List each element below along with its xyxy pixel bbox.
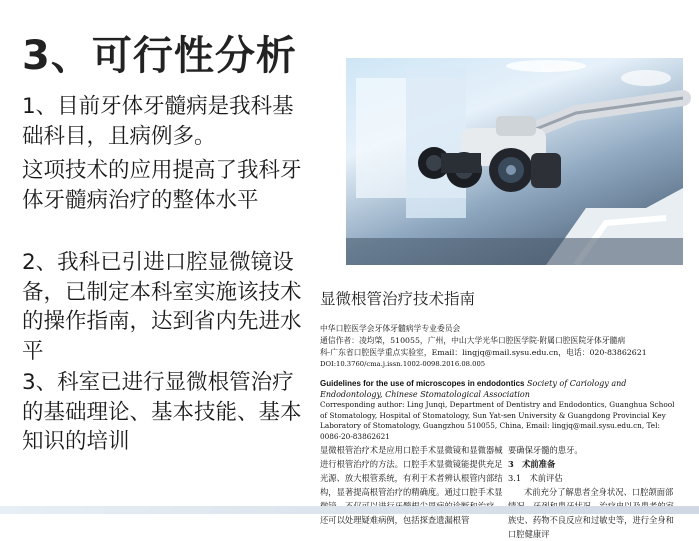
article-section-heading: 3 术前准备	[508, 459, 556, 469]
article-body-right	[508, 443, 680, 541]
article-subsection-heading: 3.1 术前评估	[508, 473, 563, 483]
article-author-line-1: 通信作者：凌均棨，510055，广州，中山大学光华口腔医学院·附属口腔医院牙体牙髓病	[320, 336, 626, 345]
article-english-header	[320, 378, 680, 442]
paragraph-3-text: 2、我科已引进口腔显微镜设备，已制定本科室实施该技术的操作指南，达到省内先进水平	[22, 250, 302, 364]
article-doi: DOI:10.3760/cma.j.issn.1002-0098.2016.08.005	[320, 360, 486, 368]
paragraph-3	[22, 248, 307, 366]
article-body-left: 显微根管治疗术是应用口腔手术显微镜和显微器械进行根管治疗的方法。口腔手术显微镜能提供充足光源、放大根管系统，有利于术者辨认根管内部结构，显著提高根管治疗的精确度。通过口腔手术显 还可以处理疑难病例，包括探查遗漏根管	[320, 445, 503, 525]
guideline-article-image	[303, 271, 681, 539]
paragraph-2	[22, 156, 307, 215]
paragraph-1	[22, 92, 307, 151]
article-english-society: Society of Cariology and Endodontology, Chinese Stomatological Association	[320, 379, 627, 399]
paragraph-1-text: 1、目前牙体牙髓病是我科基础科目，且病例多。	[22, 94, 294, 149]
article-english-meta: Corresponding author: Ling Junqi, Department of Dentistry and Endodontics, Guanghua School of Stomatology, Hospital of Stomatology, Sun Yat-sen University & Guangdong Provincial Key Laboratory of Stomatology, Guangzhou 510055, China, Email: lingjq@mail.sysu.edu.cn, Tel: 0086-20-83862621	[320, 400, 675, 441]
slide-title: 3、可行性分析	[22, 33, 297, 79]
article-english-title: Guidelines for the use of microscopes in endodontics	[320, 379, 525, 388]
article-author-line-2: 科·广东省口腔医学重点实验室，Email：lingjq@mail.sysu.edu.cn，电话：020-83862621	[320, 348, 647, 357]
paragraph-4	[22, 368, 307, 457]
dental-microscope-photo	[346, 58, 683, 265]
article-right-paragraph: 术前充分了解患者全身状况、口腔颌面部 族史、药物不良反应和过敏史等，进行全身和口腔健康评	[508, 487, 674, 539]
footer-bar	[0, 506, 699, 514]
article-society: 中华口腔医学会牙体牙髓病学专业委员会	[320, 324, 461, 333]
paragraph-2-text: 这项技术的应用提高了我科牙体牙髓病治疗的整体水平	[22, 158, 302, 213]
microscope-illustration	[346, 58, 683, 265]
paragraph-4-text: 3、科室已进行显微根管治疗的基础理论、基本技能、基本知识的培训	[22, 370, 302, 454]
article-right-line-1: 要确保牙髓的患牙。	[508, 445, 583, 455]
article-title: 显微根管治疗技术指南	[320, 290, 476, 308]
